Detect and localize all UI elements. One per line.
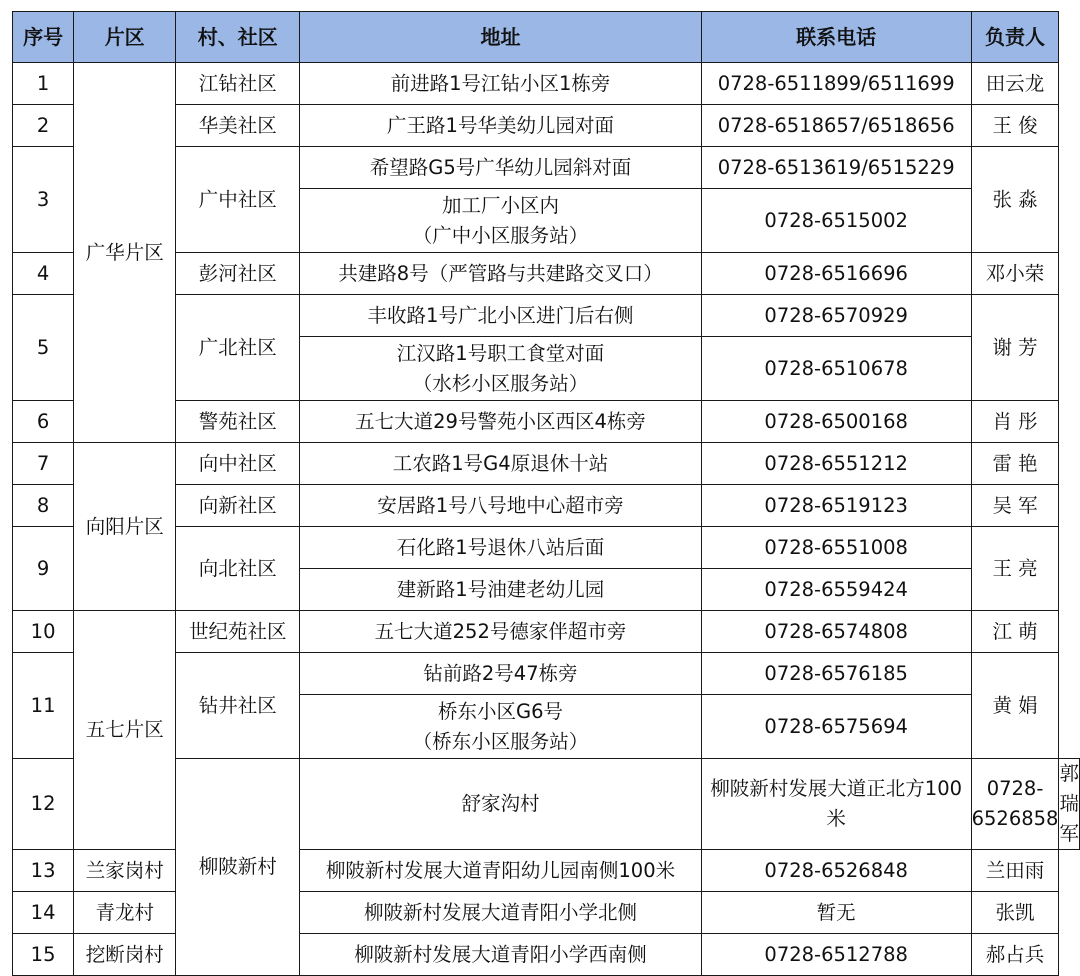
community-cell: 向北社区 bbox=[176, 527, 300, 611]
address-cell: 工农路1号G4原退休十站 bbox=[300, 443, 701, 485]
row-no: 13 bbox=[13, 850, 74, 892]
address-line: 加工厂小区内 bbox=[441, 193, 559, 217]
phone-cell: 0728-6500168 bbox=[701, 401, 971, 443]
district-cell: 向阳片区 bbox=[74, 443, 176, 611]
phone-cell: 0728-6511899/6511699 bbox=[701, 63, 971, 105]
address-cell: 石化路1号退休八站后面 bbox=[300, 527, 701, 569]
address-note: （水杉小区服务站） bbox=[412, 371, 589, 395]
address-cell: 希望路G5号广华幼儿园斜对面 bbox=[300, 147, 701, 189]
row-no: 2 bbox=[13, 105, 74, 147]
person-cell: 王 俊 bbox=[971, 105, 1059, 147]
person-cell: 吴 军 bbox=[971, 485, 1059, 527]
person-cell: 王 亮 bbox=[971, 527, 1059, 611]
address-cell bbox=[300, 337, 701, 401]
community-cell: 广北社区 bbox=[176, 295, 300, 401]
community-cell: 钻井社区 bbox=[176, 653, 300, 759]
phone-cell: 0728-6510678 bbox=[701, 337, 971, 401]
table-row bbox=[13, 443, 1080, 485]
person-cell: 张凯 bbox=[971, 892, 1059, 934]
address-cell: 柳陂新村发展大道正北方100米 bbox=[701, 759, 971, 850]
person-cell: 田云龙 bbox=[971, 63, 1059, 105]
address-cell: 柳陂新村发展大道青阳小学北侧 bbox=[300, 892, 701, 934]
address-cell: 钻前路2号47栋旁 bbox=[300, 653, 701, 695]
table-row bbox=[13, 611, 1080, 653]
row-no: 3 bbox=[13, 147, 74, 253]
row-no: 15 bbox=[13, 934, 74, 976]
address-line: 桥东小区G6号 bbox=[437, 699, 563, 723]
phone-cell: 0728-6518657/6518656 bbox=[701, 105, 971, 147]
table-row bbox=[13, 850, 1080, 892]
address-cell: 广王路1号华美幼儿园对面 bbox=[300, 105, 701, 147]
row-no: 5 bbox=[13, 295, 74, 401]
person-cell: 张 淼 bbox=[971, 147, 1059, 253]
address-cell bbox=[300, 695, 701, 759]
row-no: 12 bbox=[13, 759, 74, 850]
address-cell: 丰收路1号广北小区进门后右侧 bbox=[300, 295, 701, 337]
district-cell: 五七片区 bbox=[74, 611, 176, 850]
community-cell: 兰家岗村 bbox=[74, 850, 176, 892]
row-no: 6 bbox=[13, 401, 74, 443]
community-cell: 彭河社区 bbox=[176, 253, 300, 295]
address-cell: 共建路8号（严管路与共建路交叉口） bbox=[300, 253, 701, 295]
table-row bbox=[13, 63, 1080, 105]
table-row bbox=[13, 934, 1080, 976]
phone-cell: 暂无 bbox=[701, 892, 971, 934]
community-cell: 华美社区 bbox=[176, 105, 300, 147]
community-cell: 向中社区 bbox=[176, 443, 300, 485]
address-cell: 柳陂新村发展大道青阳幼儿园南侧100米 bbox=[300, 850, 701, 892]
phone-cell: 0728-6515002 bbox=[701, 189, 971, 253]
phone-cell: 0728-6526848 bbox=[701, 850, 971, 892]
contact-table bbox=[12, 11, 1080, 976]
community-cell: 江钻社区 bbox=[176, 63, 300, 105]
community-cell: 警苑社区 bbox=[176, 401, 300, 443]
phone-cell: 0728-6526858 bbox=[971, 759, 1059, 850]
header-row bbox=[13, 12, 1080, 63]
community-cell: 舒家沟村 bbox=[300, 759, 701, 850]
phone-cell: 0728-6570929 bbox=[701, 295, 971, 337]
phone-cell: 0728-6574808 bbox=[701, 611, 971, 653]
phone-cell: 0728-6575694 bbox=[701, 695, 971, 759]
address-note: （桥东小区服务站） bbox=[412, 729, 589, 753]
address-cell: 五七大道29号警苑小区西区4栋旁 bbox=[300, 401, 701, 443]
address-note: （广中小区服务站） bbox=[412, 223, 589, 247]
phone-cell: 0728-6519123 bbox=[701, 485, 971, 527]
community-cell: 挖断岗村 bbox=[74, 934, 176, 976]
phone-cell: 0728-6551212 bbox=[701, 443, 971, 485]
phone-cell: 0728-6559424 bbox=[701, 569, 971, 611]
phone-cell: 0728-6551008 bbox=[701, 527, 971, 569]
table-row bbox=[13, 892, 1080, 934]
community-cell: 青龙村 bbox=[74, 892, 176, 934]
community-cell: 世纪苑社区 bbox=[176, 611, 300, 653]
address-line: 江汉路1号职工食堂对面 bbox=[396, 341, 605, 365]
address-cell: 安居路1号八号地中心超市旁 bbox=[300, 485, 701, 527]
person-cell: 郝占兵 bbox=[971, 934, 1059, 976]
header-phone: 联系电话 bbox=[701, 12, 971, 63]
phone-cell: 0728-6576185 bbox=[701, 653, 971, 695]
phone-cell: 0728-6516696 bbox=[701, 253, 971, 295]
person-cell: 江 萌 bbox=[971, 611, 1059, 653]
address-cell: 前进路1号江钻小区1栋旁 bbox=[300, 63, 701, 105]
row-no: 10 bbox=[13, 611, 74, 653]
row-no: 1 bbox=[13, 63, 74, 105]
row-no: 4 bbox=[13, 253, 74, 295]
address-cell: 柳陂新村发展大道青阳小学西南侧 bbox=[300, 934, 701, 976]
community-cell: 广中社区 bbox=[176, 147, 300, 253]
header-address: 地址 bbox=[300, 12, 701, 63]
header-district: 片区 bbox=[74, 12, 176, 63]
community-cell: 向新社区 bbox=[176, 485, 300, 527]
address-cell bbox=[300, 189, 701, 253]
district-cell: 广华片区 bbox=[74, 63, 176, 443]
district-cell: 柳陂新村 bbox=[176, 759, 300, 976]
person-cell: 肖 彤 bbox=[971, 401, 1059, 443]
phone-cell: 0728-6512788 bbox=[701, 934, 971, 976]
header-person: 负责人 bbox=[971, 12, 1059, 63]
person-cell: 兰田雨 bbox=[971, 850, 1059, 892]
person-cell: 雷 艳 bbox=[971, 443, 1059, 485]
row-no: 14 bbox=[13, 892, 74, 934]
person-cell: 谢 芳 bbox=[971, 295, 1059, 401]
address-cell: 建新路1号油建老幼儿园 bbox=[300, 569, 701, 611]
header-community: 村、社区 bbox=[176, 12, 300, 63]
header-no: 序号 bbox=[13, 12, 74, 63]
person-cell: 邓小荣 bbox=[971, 253, 1059, 295]
row-no: 7 bbox=[13, 443, 74, 485]
address-cell: 五七大道252号德家伴超市旁 bbox=[300, 611, 701, 653]
phone-cell: 0728-6513619/6515229 bbox=[701, 147, 971, 189]
person-cell: 黄 娟 bbox=[971, 653, 1059, 759]
row-no: 8 bbox=[13, 485, 74, 527]
row-no: 9 bbox=[13, 527, 74, 611]
person-cell: 郭瑞军 bbox=[1059, 759, 1080, 850]
row-no: 11 bbox=[13, 653, 74, 759]
